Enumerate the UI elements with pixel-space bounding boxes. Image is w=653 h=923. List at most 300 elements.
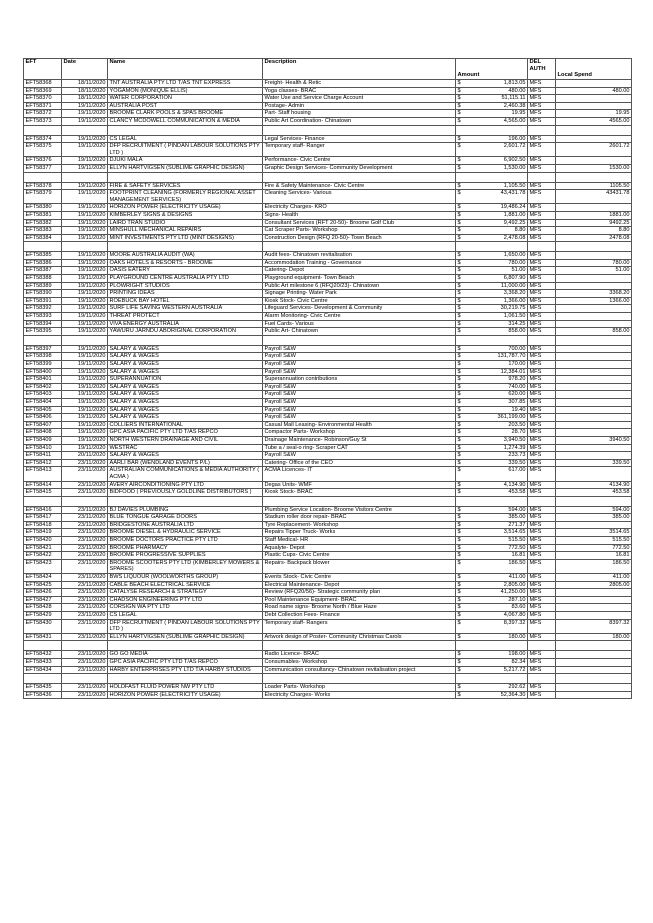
description-cell: Artwork design of Poster- Community Christmas Carols: [263, 633, 456, 641]
description-cell: Review (RFQ20/56)- Strategic community plan: [263, 589, 456, 597]
table-row: [24, 436, 632, 444]
header-auth: AUTH: [529, 66, 546, 72]
local-spend-cell: [556, 414, 632, 422]
empty-cell: [62, 335, 108, 345]
auth-cell: MFS: [528, 452, 556, 460]
amount-cell: 1,813.05: [464, 80, 528, 88]
amount-cell: 307.85: [464, 398, 528, 406]
local-spend-cell: 515.50: [556, 537, 632, 545]
date-cell: 19/11/2020: [62, 182, 108, 190]
empty-cell: [456, 335, 464, 345]
local-spend-cell: 2601.72: [556, 143, 632, 157]
name-cell: LAIRD TRAN STUDIO: [108, 219, 263, 227]
eft-cell: EFT58416: [24, 506, 62, 514]
eft-cell: EFT58408: [24, 429, 62, 437]
currency-cell: $: [456, 117, 464, 125]
local-spend-cell: [556, 361, 632, 369]
table-row: [24, 182, 632, 190]
description-cell: Events Stock- Civic Centre: [263, 574, 456, 582]
name-cell: MINSHULL MECHANICAL REPAIRS: [108, 227, 263, 235]
date-cell: 19/11/2020: [62, 313, 108, 321]
eft-cell: EFT58389: [24, 282, 62, 290]
payments-table: [23, 58, 632, 699]
name-cell: YAWURU JARNDU ABORIGINAL CORPORATION: [108, 328, 263, 336]
amount-cell: 361,199.00: [464, 414, 528, 422]
description-cell: Stadium roller door repair- BRAC: [263, 514, 456, 522]
amount-cell: 617.00: [464, 467, 528, 481]
amount-cell: 19.95: [464, 110, 528, 118]
local-spend-cell: [556, 612, 632, 620]
table-row: [24, 633, 632, 641]
currency-cell: $: [456, 619, 464, 633]
currency-cell: $: [456, 211, 464, 219]
eft-cell: EFT58435: [24, 684, 62, 692]
description-cell: Staff Medical- HR: [263, 537, 456, 545]
auth-cell: MFS: [528, 219, 556, 227]
description-cell: Payroll S&W: [263, 452, 456, 460]
currency-cell: $: [456, 489, 464, 497]
eft-cell: EFT58419: [24, 529, 62, 537]
local-spend-cell: [556, 383, 632, 391]
description-cell: Payroll S&W: [263, 345, 456, 353]
currency-cell: $: [456, 633, 464, 641]
empty-cell: [556, 125, 632, 135]
name-cell: TNT AUSTRALIA PTY LTD T/AS TNT EXPRESS: [108, 80, 263, 88]
description-cell: ACMA Licences- IT: [263, 467, 456, 481]
currency-cell: $: [456, 444, 464, 452]
name-cell: SALARY & WAGES: [108, 353, 263, 361]
auth-cell: MFS: [528, 459, 556, 467]
amount-cell: 1,650.00: [464, 252, 528, 260]
name-cell: CATALYSE RESEARCH & STRATEGY: [108, 589, 263, 597]
eft-cell: EFT58373: [24, 117, 62, 125]
empty-cell: [556, 674, 632, 684]
empty-cell: [263, 125, 456, 135]
table-row: [24, 211, 632, 219]
amount-cell: 19,486.24: [464, 204, 528, 212]
eft-cell: EFT58424: [24, 574, 62, 582]
empty-cell: [464, 172, 528, 182]
description-cell: Cat Scraper Parts- Workshop: [263, 227, 456, 235]
description-cell: Accommodation Training - Governance: [263, 259, 456, 267]
amount-cell: 9,492.25: [464, 219, 528, 227]
local-spend-cell: [556, 95, 632, 103]
description-cell: Payroll S&W: [263, 398, 456, 406]
currency-cell: $: [456, 436, 464, 444]
table-row: [24, 581, 632, 589]
currency-cell: $: [456, 305, 464, 313]
table-row: [24, 227, 632, 235]
header-del-auth: [528, 59, 556, 80]
empty-cell: [263, 242, 456, 252]
local-spend-cell: 1366.00: [556, 297, 632, 305]
currency-cell: $: [456, 691, 464, 699]
eft-cell: EFT58430: [24, 619, 62, 633]
currency-cell: $: [456, 80, 464, 88]
date-cell: 23/11/2020: [62, 467, 108, 481]
header-eft: EFT: [24, 59, 62, 80]
local-spend-cell: [556, 157, 632, 165]
name-cell: ELLYN HARTVIGSEN (SUBLIME GRAPHIC DESIGN): [108, 164, 263, 172]
description-cell: Payroll S&W: [263, 361, 456, 369]
currency-cell: $: [456, 313, 464, 321]
local-spend-cell: [556, 102, 632, 110]
amount-cell: 19.40: [464, 406, 528, 414]
eft-cell: EFT58369: [24, 87, 62, 95]
table-row: [24, 489, 632, 497]
auth-cell: MFS: [528, 290, 556, 298]
eft-cell: EFT58421: [24, 544, 62, 552]
currency-cell: $: [456, 275, 464, 283]
amount-cell: 1,530.00: [464, 164, 528, 172]
auth-cell: MFS: [528, 297, 556, 305]
auth-cell: MFS: [528, 429, 556, 437]
amount-cell: 1,105.50: [464, 182, 528, 190]
name-cell: BROOME DOCTORS PRACTICE PTY LTD: [108, 537, 263, 545]
auth-cell: MFS: [528, 619, 556, 633]
eft-cell: EFT58377: [24, 164, 62, 172]
description-cell: Radio Licence- BRAC: [263, 651, 456, 659]
name-cell: BROOME DIESEL & HYDRAULIC SERVICE: [108, 529, 263, 537]
amount-cell: 385.00: [464, 514, 528, 522]
auth-cell: MFS: [528, 361, 556, 369]
date-cell: 23/11/2020: [62, 521, 108, 529]
name-cell: OAKS HOTELS & RESORTS - BROOME: [108, 259, 263, 267]
auth-cell: MFS: [528, 514, 556, 522]
name-cell: SALARY & WAGES: [108, 361, 263, 369]
empty-cell: [108, 496, 263, 506]
currency-cell: $: [456, 559, 464, 573]
date-cell: 19/11/2020: [62, 275, 108, 283]
amount-cell: 4,565.00: [464, 117, 528, 125]
date-cell: 19/11/2020: [62, 110, 108, 118]
description-cell: Kiosk Stock- BRAC: [263, 489, 456, 497]
currency-cell: $: [456, 429, 464, 437]
name-cell: BROOME PHARMACY: [108, 544, 263, 552]
name-cell: COLLIERS INTERNATIONAL: [108, 421, 263, 429]
table-row: [24, 391, 632, 399]
eft-cell: EFT58376: [24, 157, 62, 165]
table-row: [24, 481, 632, 489]
empty-cell: [464, 496, 528, 506]
table-row: [24, 157, 632, 165]
table-row: [24, 506, 632, 514]
auth-cell: MFS: [528, 544, 556, 552]
amount-cell: 233.73: [464, 452, 528, 460]
name-cell: MOORE AUSTRALIA AUDIT (WA): [108, 252, 263, 260]
auth-cell: MFS: [528, 267, 556, 275]
currency-cell: $: [456, 143, 464, 157]
currency-cell: $: [456, 383, 464, 391]
eft-cell: EFT58413: [24, 467, 62, 481]
table-row: [24, 589, 632, 597]
description-cell: Public Art- Chinatown: [263, 328, 456, 336]
table-row: [24, 559, 632, 573]
date-cell: 23/11/2020: [62, 552, 108, 560]
description-cell: Yoga classes- BRAC: [263, 87, 456, 95]
description-cell: Signage Printing- Water Park: [263, 290, 456, 298]
amount-cell: 780.00: [464, 259, 528, 267]
auth-cell: MFS: [528, 368, 556, 376]
date-cell: 23/11/2020: [62, 559, 108, 573]
name-cell: BIDFOOD ( PREVIOUSLY GOLDLINE DISTRIBUTORS ): [108, 489, 263, 497]
date-cell: 23/11/2020: [62, 651, 108, 659]
name-cell: AVERY AIRCONDITIONING PTY LTD: [108, 481, 263, 489]
auth-cell: MFS: [528, 227, 556, 235]
eft-cell: EFT58401: [24, 376, 62, 384]
empty-cell: [556, 335, 632, 345]
amount-cell: 2,478.08: [464, 234, 528, 242]
eft-cell: EFT58434: [24, 666, 62, 674]
table-row: [24, 164, 632, 172]
table-row: [24, 444, 632, 452]
date-cell: 19/11/2020: [62, 391, 108, 399]
auth-cell: MFS: [528, 275, 556, 283]
amount-cell: 170.00: [464, 361, 528, 369]
eft-cell: EFT58433: [24, 658, 62, 666]
empty-cell: [464, 674, 528, 684]
eft-cell: EFT58398: [24, 353, 62, 361]
date-cell: 19/11/2020: [62, 290, 108, 298]
table-row: [24, 666, 632, 674]
local-spend-cell: [556, 320, 632, 328]
name-cell: CHADSON ENGINEERING PTY LTD: [108, 596, 263, 604]
currency-cell: $: [456, 290, 464, 298]
auth-cell: MFS: [528, 651, 556, 659]
empty-cell: [62, 641, 108, 651]
auth-cell: MFS: [528, 414, 556, 422]
spacer-row: [24, 641, 632, 651]
table-row: [24, 204, 632, 212]
name-cell: MINT INVESTMENTS PTY LTD (MINT DESIGNS): [108, 234, 263, 242]
table-row: [24, 259, 632, 267]
empty-cell: [456, 496, 464, 506]
name-cell: THREAT PROTECT: [108, 313, 263, 321]
name-cell: ELLYN HARTVIGSEN (SUBLIME GRAPHIC DESIGN): [108, 633, 263, 641]
spacer-row: [24, 496, 632, 506]
empty-cell: [24, 335, 62, 345]
currency-cell: $: [456, 406, 464, 414]
description-cell: Payroll S&W: [263, 406, 456, 414]
amount-cell: 3,940.50: [464, 436, 528, 444]
description-cell: Postage- Admin: [263, 102, 456, 110]
amount-cell: 2,460.38: [464, 102, 528, 110]
eft-cell: EFT58409: [24, 436, 62, 444]
amount-cell: 82.34: [464, 658, 528, 666]
amount-cell: 2,805.00: [464, 581, 528, 589]
empty-cell: [556, 496, 632, 506]
date-cell: 23/11/2020: [62, 514, 108, 522]
amount-cell: 28.70: [464, 429, 528, 437]
table-row: [24, 305, 632, 313]
table-row: [24, 252, 632, 260]
auth-cell: MFS: [528, 596, 556, 604]
table-row: [24, 398, 632, 406]
eft-cell: EFT58386: [24, 259, 62, 267]
local-spend-cell: [556, 589, 632, 597]
table-row: [24, 376, 632, 384]
date-cell: 19/11/2020: [62, 305, 108, 313]
local-spend-cell: 780.00: [556, 259, 632, 267]
description-cell: Payroll S&W: [263, 414, 456, 422]
description-cell: Water Use and Service Charge Account: [263, 95, 456, 103]
eft-cell: EFT58395: [24, 328, 62, 336]
name-cell: SALARY & WAGES: [108, 391, 263, 399]
description-cell: Repairs Tipper Truck- Works: [263, 529, 456, 537]
empty-cell: [556, 242, 632, 252]
table-row: [24, 368, 632, 376]
auth-cell: MFS: [528, 552, 556, 560]
empty-cell: [456, 641, 464, 651]
amount-cell: 180.00: [464, 633, 528, 641]
date-cell: 23/11/2020: [62, 658, 108, 666]
eft-cell: EFT58385: [24, 252, 62, 260]
table-row: [24, 234, 632, 242]
name-cell: CS LEGAL: [108, 612, 263, 620]
eft-cell: EFT58388: [24, 275, 62, 283]
empty-cell: [528, 172, 556, 182]
description-cell: Debt Collection Fees- Finance: [263, 612, 456, 620]
description-cell: Audit fees- Chinatown revitalisation: [263, 252, 456, 260]
table-row: [24, 467, 632, 481]
currency-cell: $: [456, 651, 464, 659]
table-row: [24, 267, 632, 275]
eft-cell: EFT58402: [24, 383, 62, 391]
name-cell: CS LEGAL: [108, 135, 263, 143]
currency-cell: $: [456, 135, 464, 143]
amount-cell: 772.50: [464, 544, 528, 552]
eft-cell: EFT58392: [24, 305, 62, 313]
local-spend-cell: [556, 521, 632, 529]
date-cell: 19/11/2020: [62, 282, 108, 290]
date-cell: 23/11/2020: [62, 544, 108, 552]
name-cell: WATER CORPORATION: [108, 95, 263, 103]
table-row: [24, 345, 632, 353]
currency-cell: $: [456, 259, 464, 267]
local-spend-cell: [556, 391, 632, 399]
eft-cell: EFT58415: [24, 489, 62, 497]
amount-cell: 5,217.72: [464, 666, 528, 674]
date-cell: 19/11/2020: [62, 259, 108, 267]
eft-cell: EFT58412: [24, 459, 62, 467]
date-cell: 19/11/2020: [62, 143, 108, 157]
description-cell: Kiosk Stock- Civic Centre: [263, 297, 456, 305]
name-cell: CABLE BEACH ELECTRICAL SERVICE: [108, 581, 263, 589]
local-spend-cell: [556, 345, 632, 353]
table-row: [24, 320, 632, 328]
table-row: [24, 421, 632, 429]
empty-cell: [24, 242, 62, 252]
local-spend-cell: 3368.20: [556, 290, 632, 298]
auth-cell: MFS: [528, 604, 556, 612]
eft-cell: EFT58370: [24, 95, 62, 103]
date-cell: 19/11/2020: [62, 267, 108, 275]
auth-cell: MFS: [528, 421, 556, 429]
empty-cell: [464, 641, 528, 651]
date-cell: 19/11/2020: [62, 227, 108, 235]
date-cell: 19/11/2020: [62, 376, 108, 384]
eft-cell: EFT58436: [24, 691, 62, 699]
date-cell: 19/11/2020: [62, 297, 108, 305]
currency-cell: $: [456, 398, 464, 406]
header-del: DEL: [529, 59, 542, 65]
eft-cell: EFT58414: [24, 481, 62, 489]
date-cell: 19/11/2020: [62, 190, 108, 204]
table-row: [24, 383, 632, 391]
date-cell: 19/11/2020: [62, 368, 108, 376]
auth-cell: MFS: [528, 143, 556, 157]
auth-cell: MFS: [528, 666, 556, 674]
local-spend-cell: [556, 275, 632, 283]
currency-cell: $: [456, 102, 464, 110]
eft-cell: EFT58410: [24, 444, 62, 452]
spacer-row: [24, 335, 632, 345]
currency-cell: $: [456, 421, 464, 429]
auth-cell: MFS: [528, 328, 556, 336]
currency-cell: $: [456, 581, 464, 589]
table-row: [24, 219, 632, 227]
eft-cell: EFT58390: [24, 290, 62, 298]
amount-cell: 1,881.00: [464, 211, 528, 219]
eft-cell: EFT58372: [24, 110, 62, 118]
local-spend-cell: [556, 658, 632, 666]
table-row: [24, 552, 632, 560]
date-cell: 23/11/2020: [62, 581, 108, 589]
table-row: [24, 544, 632, 552]
currency-cell: $: [456, 164, 464, 172]
auth-cell: MFS: [528, 320, 556, 328]
empty-cell: [24, 172, 62, 182]
empty-cell: [108, 125, 263, 135]
empty-cell: [24, 674, 62, 684]
date-cell: 23/11/2020: [62, 604, 108, 612]
amount-cell: 594.00: [464, 506, 528, 514]
table-row: [24, 691, 632, 699]
description-cell: Casual Mall Leasing- Environmental Health: [263, 421, 456, 429]
currency-cell: $: [456, 157, 464, 165]
date-cell: 19/11/2020: [62, 252, 108, 260]
currency-cell: $: [456, 345, 464, 353]
local-spend-cell: 2805.00: [556, 581, 632, 589]
date-cell: 23/11/2020: [62, 596, 108, 604]
local-spend-cell: 411.00: [556, 574, 632, 582]
eft-cell: EFT58383: [24, 227, 62, 235]
name-cell: GPC ASIA PACIFIC PTY LTD T/AS REPCO: [108, 658, 263, 666]
description-cell: Construction Design (RFQ 20-50)- Town Beach: [263, 234, 456, 242]
description-cell: Repairs- Backpack blower: [263, 559, 456, 573]
auth-cell: MFS: [528, 353, 556, 361]
currency-cell: $: [456, 684, 464, 692]
description-cell: Electricity Charges- Works: [263, 691, 456, 699]
date-cell: 23/11/2020: [62, 666, 108, 674]
spacer-row: [24, 242, 632, 252]
table-row: [24, 313, 632, 321]
auth-cell: MFS: [528, 95, 556, 103]
name-cell: AARLI BAR (WENDLAND EVENTS P/L): [108, 459, 263, 467]
name-cell: HORIZON POWER (ELECTRICITY USAGE): [108, 691, 263, 699]
date-cell: 19/11/2020: [62, 328, 108, 336]
eft-cell: EFT58380: [24, 204, 62, 212]
auth-cell: MFS: [528, 406, 556, 414]
local-spend-cell: [556, 651, 632, 659]
date-cell: 23/11/2020: [62, 574, 108, 582]
empty-cell: [24, 641, 62, 651]
empty-cell: [464, 335, 528, 345]
date-cell: 19/11/2020: [62, 135, 108, 143]
currency-cell: $: [456, 414, 464, 422]
eft-cell: EFT58406: [24, 414, 62, 422]
currency-cell: $: [456, 320, 464, 328]
